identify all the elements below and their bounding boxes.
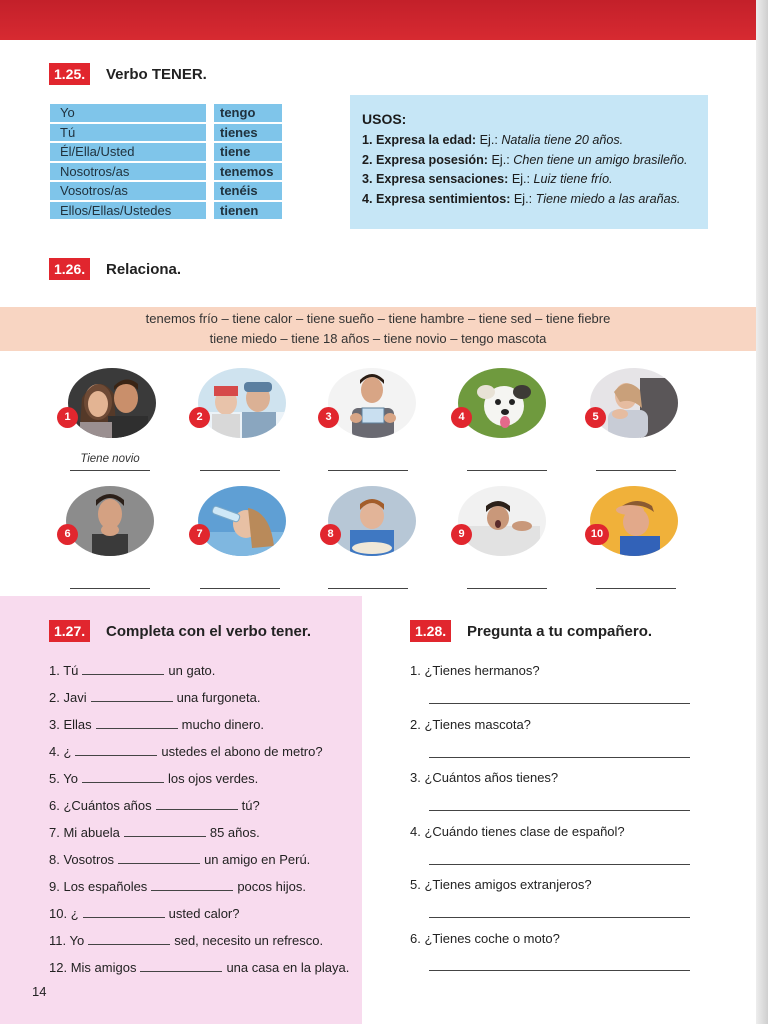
answer-line[interactable]	[328, 455, 408, 471]
item-number: 8.	[49, 852, 60, 867]
picture-number: 3	[318, 407, 339, 428]
fill-blank[interactable]	[140, 960, 222, 972]
verb-cell: tenéis	[214, 182, 282, 200]
pronoun-cell: Yo	[50, 104, 206, 122]
usos-example: Chen tiene un amigo brasileño.	[513, 152, 688, 167]
fill-blank[interactable]	[82, 663, 164, 675]
answer-line[interactable]	[596, 455, 676, 471]
item-number: 10.	[49, 906, 68, 921]
conjugation-row	[50, 202, 282, 220]
answer-line[interactable]	[467, 455, 547, 471]
couple-photo	[68, 368, 156, 438]
usos-example: Natalia tiene 20 años.	[501, 133, 624, 147]
question-item: 3. ¿Cuántos años tienes?	[410, 770, 559, 785]
item-before: Ellas	[63, 717, 92, 732]
sleeping-woman-photo	[590, 368, 678, 438]
item-after: sed, necesito un refresco.	[174, 933, 324, 948]
answer-line[interactable]	[200, 455, 280, 471]
answer-line[interactable]	[70, 455, 150, 471]
fill-blank[interactable]	[124, 825, 206, 837]
conjugation-row	[50, 143, 282, 161]
answer-line[interactable]	[200, 573, 280, 589]
section-title-126: Relaciona.	[106, 261, 182, 278]
dog-photo	[458, 368, 546, 438]
answer-line[interactable]	[429, 757, 690, 758]
usos-item	[362, 131, 696, 151]
item-before: Vosotros	[63, 852, 115, 867]
answer-line[interactable]	[429, 703, 690, 704]
usos-example: Tiene miedo a las arañas.	[535, 191, 681, 206]
item-number: 1.	[49, 663, 60, 678]
answer-line[interactable]	[429, 917, 690, 918]
verb-cell: tenemos	[214, 163, 282, 181]
usos-ej: Ej.:	[511, 172, 531, 186]
question-item: 4. ¿Cuándo tienes clase de español?	[410, 824, 625, 839]
answer-line[interactable]	[70, 573, 150, 589]
picture-number: 6	[57, 524, 78, 545]
usos-ej: Ej.:	[513, 191, 533, 206]
section-tag-126: 1.26.	[49, 258, 90, 280]
top-red-banner	[0, 0, 768, 40]
exercise-item	[49, 663, 215, 678]
verb-cell: tienes	[214, 124, 282, 142]
conjugation-row	[50, 104, 282, 122]
picture-number: 10	[585, 524, 609, 545]
item-number: 9.	[49, 879, 60, 894]
item-before: ¿Cuántos años	[63, 798, 152, 813]
item-before: Mis amigos	[70, 960, 137, 975]
fill-blank[interactable]	[156, 798, 238, 810]
usos-label: Expresa posesión:	[376, 152, 489, 167]
picture-number: 8	[320, 524, 341, 545]
fill-blank[interactable]	[75, 744, 157, 756]
verb-cell: tiene	[214, 143, 282, 161]
item-before: Tú	[63, 663, 79, 678]
answer-line[interactable]	[429, 864, 690, 865]
fill-blank[interactable]	[88, 933, 170, 945]
verb-cell: tengo	[214, 104, 282, 122]
item-before: ¿	[70, 906, 79, 921]
usos-num: 3.	[362, 172, 373, 186]
exercise-item	[49, 690, 260, 705]
word-bank-line: tiene miedo – tiene 18 años – tiene novio – tengo mascota	[209, 331, 547, 346]
item-after: 85 años.	[209, 825, 260, 840]
exercise-item	[49, 906, 239, 921]
word-bank-line: tenemos frío – tiene calor – tiene sueño – tiene hambre – tiene sed – tiene fiebre	[145, 311, 611, 326]
conjugation-row	[50, 124, 282, 142]
usos-num: 1.	[362, 133, 373, 147]
usos-num: 2.	[362, 152, 373, 167]
conjugation-row	[50, 163, 282, 181]
pronoun-cell: Él/Ella/Usted	[50, 143, 206, 161]
usos-num: 4.	[362, 191, 373, 206]
usos-item	[362, 170, 696, 190]
item-before: Javi	[63, 690, 87, 705]
fill-blank[interactable]	[96, 717, 178, 729]
question-item: 5. ¿Tienes amigos extranjeros?	[410, 877, 592, 892]
usos-label: Expresa sentimientos:	[376, 191, 511, 206]
item-after: ustedes el abono de metro?	[161, 744, 323, 759]
answer-text: Tiene novio	[80, 453, 140, 465]
answer-line[interactable]	[596, 573, 676, 589]
item-number: 6.	[49, 798, 60, 813]
item-after: mucho dinero.	[181, 717, 265, 732]
exercise-item	[49, 717, 264, 732]
usos-example: Luiz tiene frío.	[533, 172, 613, 186]
young-man-id-card-photo	[328, 368, 416, 438]
item-before: Yo	[63, 771, 78, 786]
item-after: un amigo en Perú.	[204, 852, 311, 867]
question-item: 1. ¿Tienes hermanos?	[410, 663, 540, 678]
pronoun-cell: Nosotros/as	[50, 163, 206, 181]
section-tag-127: 1.27.	[49, 620, 90, 642]
conjugation-row	[50, 182, 282, 200]
pronoun-cell: Tú	[50, 124, 206, 142]
answer-line[interactable]	[467, 573, 547, 589]
usos-heading: USOS:	[362, 111, 407, 127]
picture-number: 4	[451, 407, 472, 428]
usos-ej: Ej.:	[479, 133, 498, 147]
usos-item	[362, 190, 696, 210]
snow-people-photo	[198, 368, 286, 438]
exercise-item	[49, 744, 323, 759]
item-after: una furgoneta.	[176, 690, 261, 705]
item-number: 4.	[49, 744, 60, 759]
question-item: 6. ¿Tienes coche o moto?	[410, 931, 560, 946]
pronoun-cell: Vosotros/as	[50, 182, 206, 200]
fill-blank[interactable]	[91, 690, 173, 702]
item-number: 2.	[49, 690, 60, 705]
woman-drinking-water-photo	[198, 486, 286, 556]
item-number: 11.	[49, 933, 67, 948]
usos-label: Expresa sensaciones:	[376, 172, 509, 186]
item-after: usted calor?	[168, 906, 240, 921]
fill-blank[interactable]	[82, 771, 164, 783]
item-before: Mi abuela	[63, 825, 120, 840]
exercise-item	[49, 933, 323, 948]
picture-number: 9	[451, 524, 472, 545]
answer-line[interactable]	[429, 810, 690, 811]
item-after: una casa en la playa.	[226, 960, 350, 975]
item-number: 12.	[49, 960, 68, 975]
page-edge	[756, 0, 768, 1024]
item-after: pocos hijos.	[237, 879, 306, 894]
picture-number: 1	[57, 407, 78, 428]
item-before: Yo	[69, 933, 85, 948]
fill-blank[interactable]	[151, 879, 233, 891]
usos-box	[350, 95, 708, 229]
item-before: Los españoles	[63, 879, 148, 894]
man-fever-photo	[590, 486, 678, 556]
section-tag-128: 1.28.	[410, 620, 451, 642]
answer-line[interactable]	[328, 573, 408, 589]
usos-ej: Ej.:	[491, 152, 510, 167]
section-title-125: Verbo TENER.	[106, 66, 207, 83]
answer-line[interactable]	[429, 970, 690, 971]
usos-item	[362, 151, 696, 171]
man-yawning-photo	[458, 486, 546, 556]
picture-number: 7	[189, 524, 210, 545]
word-bank	[0, 307, 756, 351]
item-before: ¿	[63, 744, 72, 759]
section-title-127: Completa con el verbo tener.	[106, 623, 312, 640]
pronoun-cell: Ellos/Ellas/Ustedes	[50, 202, 206, 220]
section-tag-125: 1.25.	[49, 63, 90, 85]
question-item: 2. ¿Tienes mascota?	[410, 717, 531, 732]
exercise-item	[49, 771, 258, 786]
item-after: tú?	[241, 798, 260, 813]
scared-man-photo	[66, 486, 154, 556]
exercise-item	[49, 798, 260, 813]
item-number: 7.	[49, 825, 60, 840]
fill-blank[interactable]	[118, 852, 200, 864]
exercise-item	[49, 825, 260, 840]
item-after: los ojos verdes.	[167, 771, 259, 786]
item-number: 5.	[49, 771, 60, 786]
child-eating-photo	[328, 486, 416, 556]
page-number: 14	[32, 984, 47, 999]
exercise-item	[49, 852, 310, 867]
usos-label: Expresa la edad:	[376, 133, 477, 147]
exercise-item	[49, 879, 306, 894]
picture-number: 5	[585, 407, 606, 428]
item-number: 3.	[49, 717, 60, 732]
fill-blank[interactable]	[83, 906, 165, 918]
item-after: un gato.	[168, 663, 216, 678]
picture-number: 2	[189, 407, 210, 428]
exercise-item	[49, 960, 349, 975]
section-title-128: Pregunta a tu compañero.	[467, 623, 653, 640]
conjugation-table	[50, 104, 282, 221]
verb-cell: tienen	[214, 202, 282, 220]
